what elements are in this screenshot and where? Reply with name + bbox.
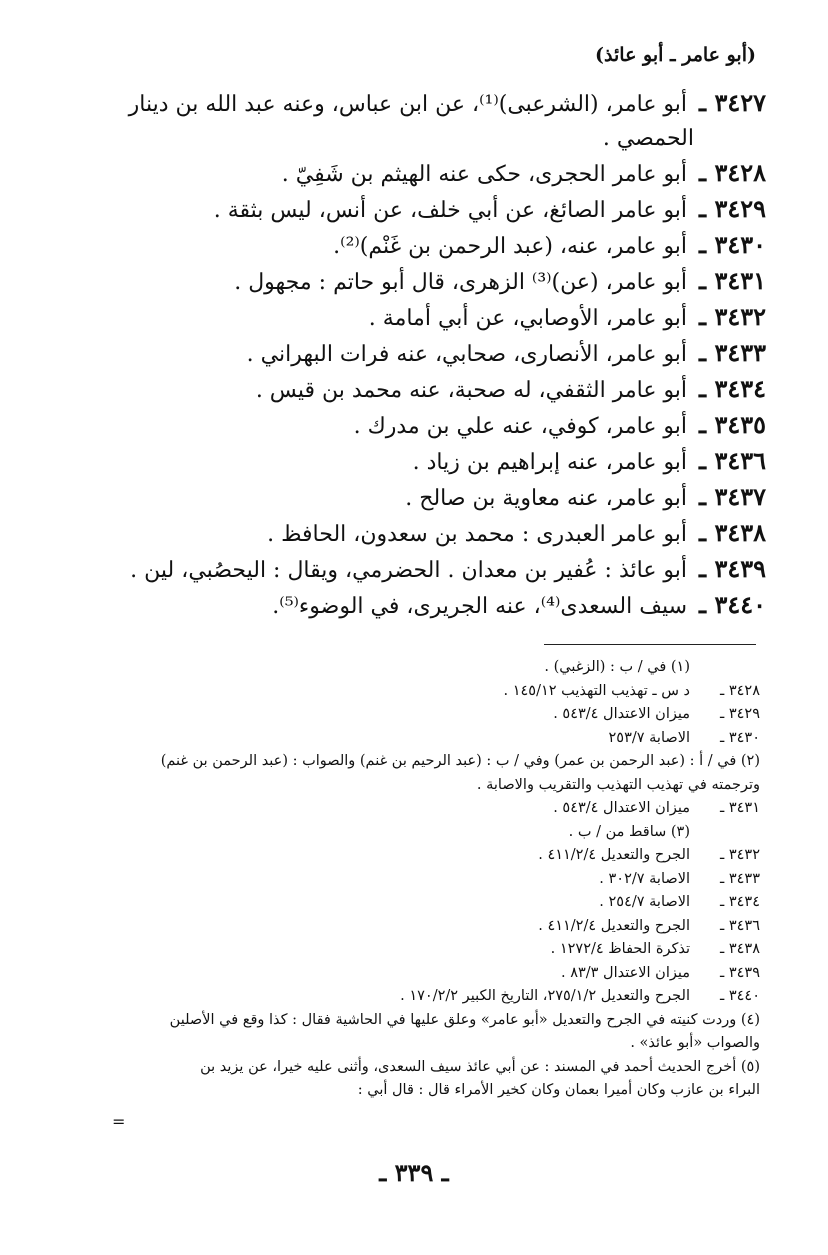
entry-number: ٣٤٣٠ ـ — [699, 230, 766, 259]
entry-text: أبو عامر الثقفي، له صحبة، عنه محمد بن قيس . — [255, 378, 688, 403]
entry-row — [66, 300, 766, 336]
entry-text: أبو عامر، عنه معاوية بن صالح . — [405, 486, 688, 511]
footnote-text: ميزان الاعتدال ٥٤٣/٤ . — [553, 800, 690, 816]
entry-number: ٣٤٣٢ ـ — [699, 302, 766, 331]
entry-text: أبو عامر العبدرى : محمد بن سعدون، الحافظ . — [267, 522, 688, 547]
entry-row — [66, 372, 766, 408]
footnote-text: الاصابة ٢٥٣/٧ — [608, 729, 690, 746]
entry-number: ٣٤٣٥ ـ — [699, 410, 766, 439]
entry-text: أبو عامر، الأوصابي، عن أبي أمامة . — [368, 306, 688, 331]
entry-row — [66, 192, 766, 228]
entry-row — [66, 516, 766, 552]
footnote-ref: ٣٤٣١ ـ — [719, 800, 760, 816]
footnote-ref: ٣٤٣٨ ـ — [719, 941, 760, 957]
entry-text: أبو عامر الصائغ، عن أبي خلف، عن أنس، ليس بثقة . — [213, 198, 688, 223]
entry-row — [66, 552, 766, 588]
footnote-ref: ٣٤٣٠ ـ — [719, 729, 760, 746]
running-title: (أبو عامر ـ أبو عائذ) — [595, 44, 756, 66]
footnote-row — [70, 844, 760, 868]
entry-number: ٣٤٣١ ـ — [699, 266, 766, 295]
entry-text: أبو عامر الحجرى، حكى عنه الهيثم بن شَفِيّ . — [281, 162, 688, 187]
entry-text: أبو عامر، كوفي، عنه علي بن مدرك . — [353, 414, 688, 439]
continuation-mark: = — [112, 1112, 126, 1131]
footnote-ref — [690, 821, 760, 845]
entry-number: ٣٤٣٣ ـ — [699, 338, 766, 367]
entry-text: أبو عامر، عنه، (عبد الرحمن بن غَنْم)⁽²⁾. — [333, 234, 688, 259]
footnote-row — [70, 1009, 760, 1033]
footnote-row — [70, 750, 760, 774]
footnotes-list — [70, 656, 760, 1103]
footnote-text: والصواب «أبو عائذ» . — [630, 1035, 760, 1051]
footnote-row — [70, 727, 760, 751]
footnote-ref: ٣٤٣٢ ـ — [719, 847, 760, 863]
footnote-row — [70, 703, 760, 727]
entry-number: ٣٤٢٧ ـ — [699, 88, 766, 117]
footnote-text: (٤) وردت كنيته في الجرح والتعديل «أبو عامر» وعلق عليها في الحاشية فقال : كذا وقع في الأصلين — [169, 1011, 760, 1028]
footnote-row — [70, 962, 760, 986]
entry-row — [66, 156, 766, 192]
entry-row — [66, 408, 766, 444]
footnote-row — [70, 1079, 760, 1103]
footnote-text: د س ـ تهذيب التهذيب ١٤٥/١٢ . — [503, 682, 690, 699]
entry-number: ٣٤٣٨ ـ — [699, 518, 766, 547]
footnote-text: وترجمته في تهذيب التهذيب والتقريب والاصابة . — [476, 776, 760, 793]
entry-text: أبو عامر، (الشرعبى)⁽¹⁾، عن ابن عباس، وعنه عبد الله بن دينار — [128, 92, 688, 117]
footnote-row — [70, 938, 760, 962]
footnote-text: البراء بن عازب وكان أميرا بعمان وكان كخير الأمراء قال : قال أبي : — [357, 1082, 760, 1098]
footnote-row — [70, 797, 760, 821]
footnote-ref: ٣٤٤٠ ـ — [719, 988, 760, 1004]
entry-text: أبو عائذ : عُفير بن معدان . الحضرمي، ويقال : اليحصُبي، لين . — [130, 558, 688, 583]
footnote-text: تذكرة الحفاظ ١٢٧٢/٤ . — [550, 941, 690, 957]
entry-continuation: الحمصي . — [602, 126, 694, 151]
footnote-text: ميزان الاعتدال ٨٣/٣ . — [560, 964, 690, 981]
entries-list — [66, 86, 766, 624]
entry-row — [66, 86, 766, 122]
entry-number: ٣٤٣٤ ـ — [699, 374, 766, 403]
footnote-ref: ٣٤٣٣ ـ — [719, 870, 760, 887]
entry-text: أبو عامر، الأنصارى، صحابي، عنه فرات البهراني . — [246, 342, 688, 367]
footnote-row — [70, 821, 760, 845]
footnote-text: الاصابة ٣٠٢/٧ . — [599, 870, 690, 887]
entry-row — [66, 336, 766, 372]
footnote-text: الجرح والتعديل ٢٧٥/١/٢، التاريخ الكبير ١٧٠/٢/٢ . — [400, 988, 690, 1004]
entry-number: ٣٤٤٠ ـ — [699, 590, 766, 619]
entry-number: ٣٤٢٩ ـ — [699, 194, 766, 223]
footnote-separator — [544, 644, 756, 645]
footnote-text: (٥) أخرج الحديث أحمد في المسند : عن أبي عائذ سيف السعدى، وأثنى عليه خيرا، عن يزيد بن — [200, 1058, 760, 1075]
footnote-row — [70, 656, 760, 680]
entry-row — [66, 480, 766, 516]
footnote-text: (١) في / ب : (الزغبي) . — [544, 659, 690, 675]
footnote-text: ميزان الاعتدال ٥٤٣/٤ . — [553, 706, 690, 722]
footnote-ref: ٣٤٣٤ ـ — [719, 894, 760, 910]
entry-number: ٣٤٢٨ ـ — [699, 158, 766, 187]
entry-number: ٣٤٣٦ ـ — [699, 446, 766, 475]
entry-row — [66, 264, 766, 300]
footnote-text: (٢) في / أ : (عبد الرحمن بن عمر) وفي / ب : (عبد الرحيم بن غنم) والصواب : (عبد الرحمن بن غنم) — [160, 753, 760, 769]
footnote-row — [70, 915, 760, 939]
footnote-ref: ٣٤٣٩ ـ — [719, 964, 760, 981]
footnote-ref: ٣٤٢٩ ـ — [719, 706, 760, 722]
footnote-ref — [690, 656, 760, 680]
entry-number: ٣٤٣٧ ـ — [699, 482, 766, 511]
footnote-row — [70, 680, 760, 704]
footnote-row — [70, 891, 760, 915]
entry-row — [66, 444, 766, 480]
footnote-text: (٣) ساقط من / ب . — [568, 823, 690, 840]
entry-text: أبو عامر، عنه إبراهيم بن زياد . — [412, 450, 688, 475]
footnote-row — [70, 985, 760, 1009]
entry-number: ٣٤٣٩ ـ — [699, 554, 766, 583]
footnote-ref: ٣٤٣٦ ـ — [719, 917, 760, 934]
footnote-ref: ٣٤٢٨ ـ — [719, 682, 760, 699]
footnote-row — [70, 868, 760, 892]
footnote-row — [70, 1032, 760, 1056]
footnote-text: الجرح والتعديل ٤١١/٢/٤ . — [538, 847, 690, 863]
footnote-row — [70, 1056, 760, 1080]
footnote-text: الاصابة ٢٥٤/٧ . — [599, 894, 690, 910]
footnote-text: الجرح والتعديل ٤١١/٢/٤ . — [538, 917, 690, 934]
footnote-row — [70, 774, 760, 798]
page-number: ـ ٣٣٩ ـ — [379, 1158, 449, 1187]
entry-text: أبو عامر، (عن)⁽³⁾ الزهرى، قال أبو حاتم : مجهول . — [234, 270, 688, 295]
entry-row — [66, 228, 766, 264]
entry-text: سيف السعدى⁽⁴⁾، عنه الجريرى، في الوضوء⁽⁵⁾. — [272, 594, 688, 619]
entry-row — [66, 588, 766, 624]
